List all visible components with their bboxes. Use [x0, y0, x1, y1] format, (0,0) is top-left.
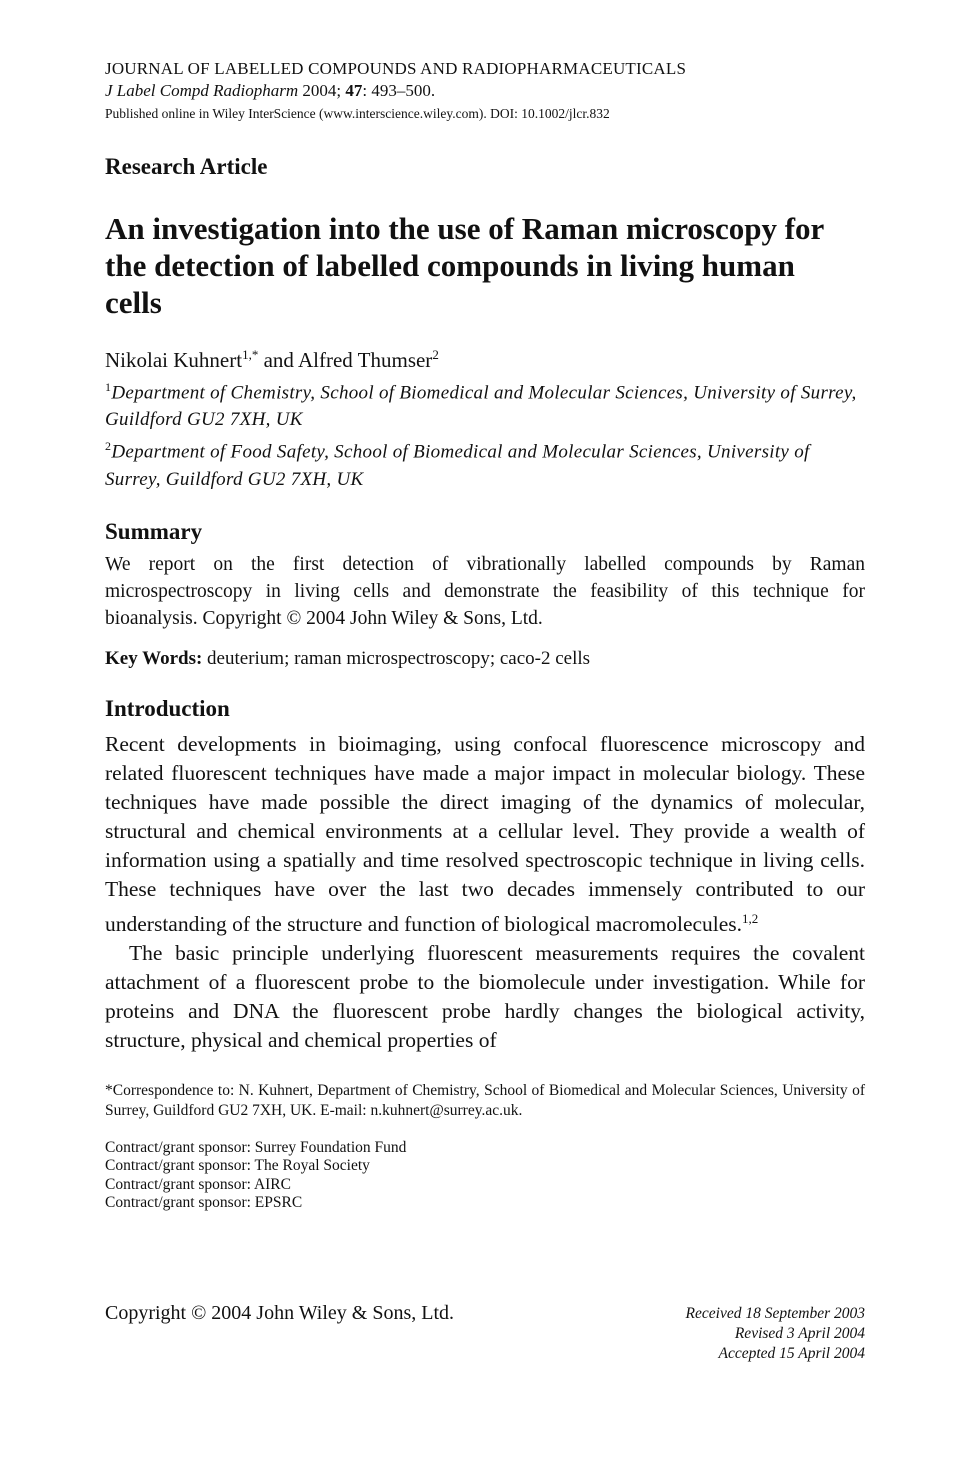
citation-journal: J Label Compd Radiopharm — [105, 81, 299, 100]
author-1-superscript: 1,* — [242, 347, 259, 362]
received-date: Received 18 September 2003 — [685, 1305, 865, 1322]
grant-sponsors — [105, 1139, 865, 1213]
summary-text: We report on the first detection of vibrationally labelled compounds by Raman microspectroscopy in living cells and demonstrate the feasibility of this technique for bioanalysis. Copyright © 2004 John Wiley & Sons, Ltd. — [105, 553, 865, 629]
affiliation-1 — [105, 374, 865, 433]
journal-name: JOURNAL OF LABELLED COMPOUNDS AND RADIOPHARMACEUTICALS — [105, 59, 687, 78]
keywords — [105, 646, 865, 672]
citation-line — [105, 80, 865, 102]
keywords-label: Key Words: — [105, 647, 203, 669]
introduction-paragraph-2: The basic principle underlying fluorescent measurements requires the covalent attachment of a fluorescent probe to the biomolecule under investigation. While for proteins and DNA the fluorescent probe hardly changes the biological activity, structure, physical and chemical properties of — [105, 940, 865, 1052]
revised-date: Revised 3 April 2004 — [734, 1325, 865, 1342]
summary-heading: Summary — [105, 518, 203, 544]
reference-superscript: 1,2 — [742, 910, 759, 926]
introduction-body — [105, 730, 865, 1055]
author-1: Nikolai Kuhnert — [105, 348, 243, 372]
introduction-paragraph-1-text: Recent developments in bioimaging, using confocal fluorescence microscopy and related fluorescent techniques have made a major impact in molecular biology. These techniques have made possible the direct imaging of the dynamics of molecular, structural and chemical environments at a cellular level. They provide a wealth of information using a spatially and time resolved spectroscopic technique in living cells. These techniques have over the last two decades immensely contributed to our understanding of the structure and function of biological macromolecules. — [105, 731, 865, 936]
footer-copyright: Copyright © 2004 John Wiley & Sons, Ltd. — [105, 1302, 455, 1324]
citation-volume: 47 — [345, 81, 363, 100]
correspondence-footnote: *Correspondence to: N. Kuhnert, Department of Chemistry, School of Biomedical and Molecular Sciences, University of Surrey, Guildford GU2 7XH, UK. E-mail: n.kuhnert@surrey.ac.uk. — [105, 1081, 865, 1119]
author-2-superscript: 2 — [432, 347, 439, 362]
affiliation-2-text: Department of Food Safety, School of Biomedical and Molecular Sciences, University of Surrey, Guildford GU2 7XH, UK — [105, 441, 810, 490]
affiliation-1-text: Department of Chemistry, School of Biomedical and Molecular Sciences, University of Surrey, Guildford GU2 7XH, UK — [105, 382, 857, 431]
grant-sponsor: Contract/grant sponsor: AIRC — [105, 1175, 291, 1193]
article-title: An investigation into the use of Raman microscopy for the detection of labelled compounds in living human cells — [105, 211, 824, 320]
article-type: Research Article — [105, 154, 268, 179]
introduction-heading: Introduction — [105, 695, 230, 721]
article-page — [105, 58, 865, 1213]
accepted-date: Accepted 15 April 2004 — [718, 1345, 865, 1362]
author-2: and Alfred Thumser — [258, 348, 433, 372]
citation-year: 2004; — [298, 81, 346, 100]
affiliation-1-number: 1 — [105, 380, 112, 394]
grant-sponsor: Contract/grant sponsor: The Royal Society — [105, 1157, 370, 1175]
published-online: Published online in Wiley InterScience (www.interscience.wiley.com). DOI: 10.1002/jlcr.832 — [105, 106, 610, 121]
author-list — [105, 341, 865, 374]
introduction-paragraph-1 — [105, 730, 865, 939]
affiliation-2-number: 2 — [105, 439, 112, 454]
affiliation-2 — [105, 433, 865, 492]
citation-pages: : 493–500. — [362, 81, 436, 100]
keywords-text: deuterium; raman microspectroscopy; caco-2 cells — [202, 647, 591, 669]
article-dates — [686, 1304, 865, 1364]
grant-sponsor: Contract/grant sponsor: Surrey Foundation Fund — [105, 1138, 407, 1156]
grant-sponsor: Contract/grant sponsor: EPSRC — [105, 1194, 303, 1212]
